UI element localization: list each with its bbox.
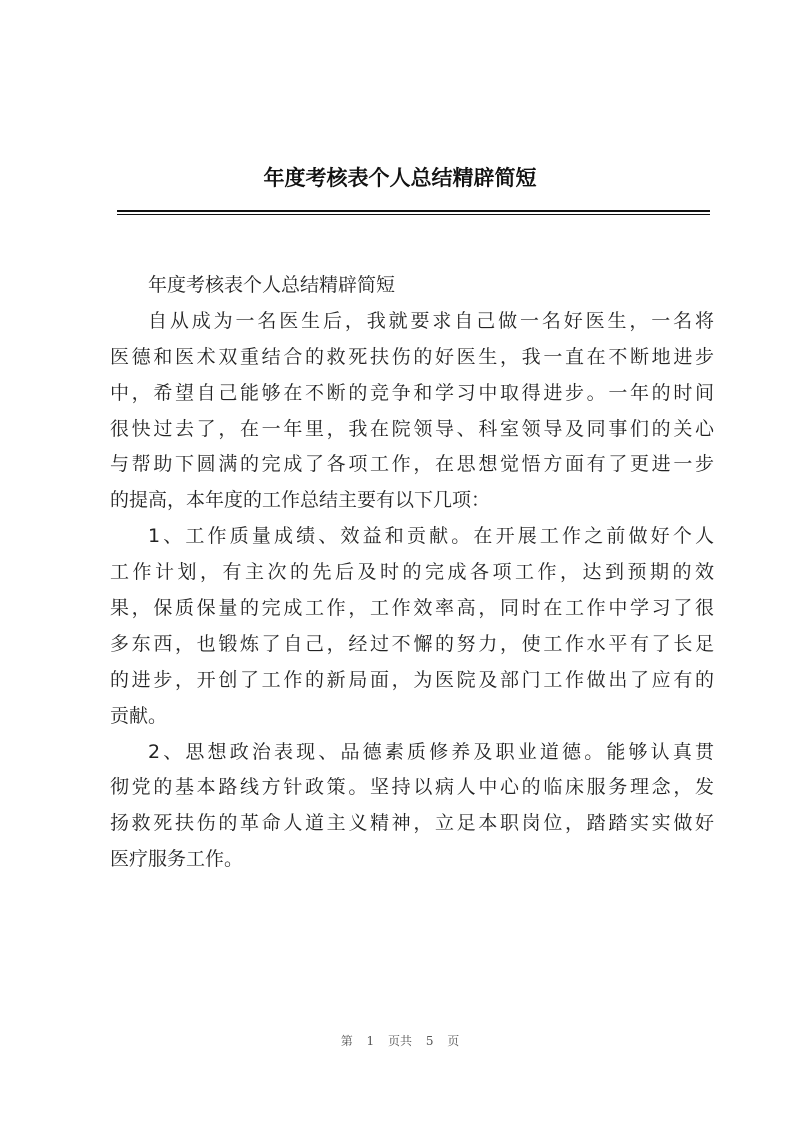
- body-line: 工作计划，有主次的先后及时的完成各项工作，达到预期的效: [110, 561, 714, 584]
- document-body: [110, 268, 714, 878]
- body-line: 的提高，本年度的工作总结主要有以下几项：: [110, 489, 491, 512]
- document-title: 年度考核表个人总结精辟简短: [263, 166, 537, 190]
- body-line: 扬救死扶伤的革命人道主义精神，立足本职岗位，踏踏实实做好: [110, 812, 714, 835]
- body-line: 果，保质保量的完成工作，工作效率高，同时在工作中学习了很: [110, 597, 714, 620]
- body-line: 年度考核表个人总结精辟简短: [148, 274, 396, 296]
- body-line: 多东西，也锻炼了自己，经过不懈的努力，使工作水平有了长足: [110, 632, 714, 655]
- body-line: 自从成为一名医生后，我就要求自己做一名好医生，一名将: [148, 309, 714, 332]
- body-line: 与帮助下圆满的完成了各项工作，在思想觉悟方面有了更进一步: [110, 453, 714, 476]
- body-line: 中，希望自己能够在不断的竞争和学习中取得进步。一年的时间: [110, 381, 714, 404]
- body-line: 贡献。: [110, 704, 168, 727]
- title-rule-thick: [117, 210, 710, 212]
- page-footer: 第 1 页共 5 页: [340, 1034, 460, 1048]
- body-line: 医疗服务工作。: [110, 848, 244, 871]
- body-line: 彻党的基本路线方针政策。坚持以病人中心的临床服务理念，发: [110, 776, 714, 799]
- body-line: 2、思想政治表现、品德素质修养及职业道德。能够认真贯: [148, 740, 714, 763]
- body-line: 很快过去了，在一年里，我在院领导、科室领导及同事们的关心: [110, 417, 714, 440]
- body-line: 医德和医术双重结合的救死扶伤的好医生，我一直在不断地进步: [110, 345, 714, 368]
- body-line: 的进步，开创了工作的新局面，为医院及部门工作做出了应有的: [110, 668, 714, 691]
- body-line: 1、工作质量成绩、效益和贡献。在开展工作之前做好个人: [148, 525, 714, 548]
- title-rule-thin: [117, 214, 710, 215]
